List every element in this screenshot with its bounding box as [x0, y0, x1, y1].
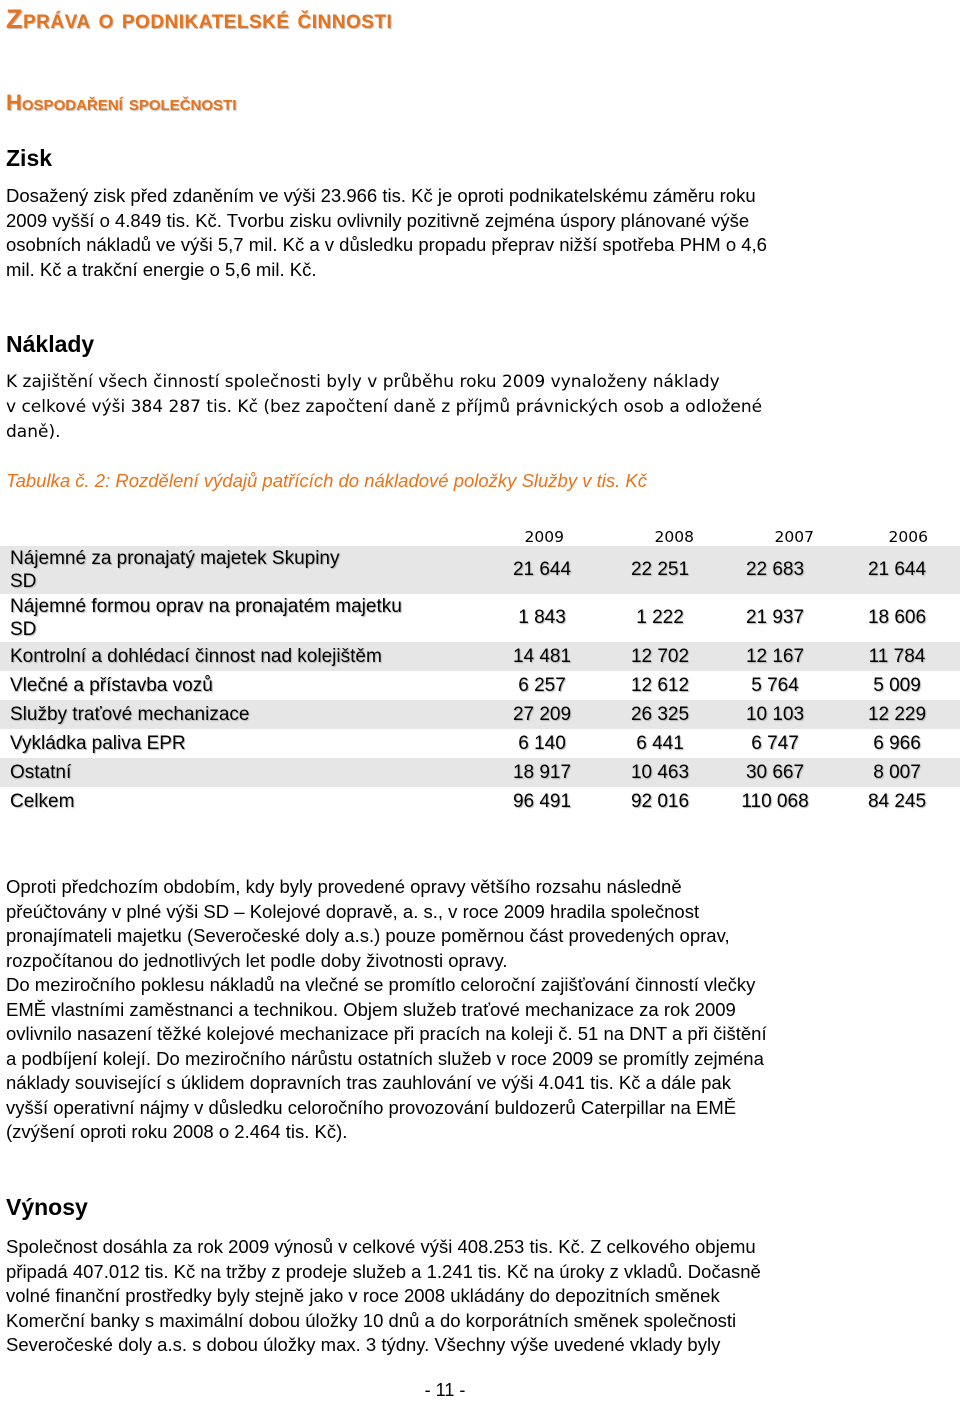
- row-label: Ostatní: [0, 758, 480, 787]
- table-cell: 1 222: [636, 607, 684, 628]
- table-cell: 92 016: [630, 790, 690, 812]
- table-cell: 10 463: [604, 758, 716, 787]
- text-line: volné finanční prostředky byly stejně jako v roce 2008 ukládány do depozitních směnek: [6, 1285, 720, 1306]
- text-line: přeúčtovány v plné výši SD – Kolejové dopravě, a. s., v roce 2009 hradila společnost: [6, 900, 700, 922]
- table-cell: 18 917: [480, 758, 604, 787]
- table-cell: 27 209: [480, 700, 604, 729]
- page-number: - 11 -: [424, 1380, 466, 1400]
- table-cell: 8 007: [834, 758, 960, 787]
- table-cell: 1 843: [518, 607, 566, 628]
- text-line: pronajímateli majetku (Severočeské doly a.s.) pouze poměrnou část provedených oprav,: [6, 925, 730, 946]
- column-header: [0, 520, 480, 546]
- naklady-paragraph: [6, 370, 762, 445]
- table-cell: 6 257: [518, 674, 566, 696]
- text-line: daně).: [6, 422, 61, 442]
- services-table: [0, 520, 960, 816]
- naklady-heading: Náklady: [6, 331, 95, 357]
- table-row: [0, 546, 960, 594]
- text-line: Do meziročního poklesu nákladů na vlečné se promítlo celoroční zajišťování činností vlečky: [6, 974, 756, 995]
- table-cell: 21 644: [480, 546, 604, 594]
- text-line: v celkové výši 384 287 tis. Kč (bez započtení daně z příjmů právnických osob a odložené: [6, 397, 763, 417]
- table-row-total: [0, 787, 960, 816]
- table-row: [0, 700, 960, 729]
- vynosy-heading: Výnosy: [6, 1194, 88, 1220]
- text-line: Komerční banky s maximální dobou úložky 10 dnů a do korporátních směnek společnosti: [6, 1309, 737, 1331]
- column-header: 2007: [774, 528, 814, 546]
- table-cell: 5 009: [873, 674, 921, 696]
- row-label: Služby traťové mechanizace: [0, 700, 480, 729]
- table-caption: Tabulka č. 2: Rozdělení výdajů patřících do nákladové položky Služby v tis. Kč: [6, 470, 647, 491]
- row-label: Nájemné za pronajatý majetek Skupiny SD: [0, 546, 480, 594]
- text-line: vyšší operativní nájmy v důsledku celoročního provozování buldozerů Caterpillar na EMĚ: [6, 1096, 737, 1118]
- column-header: 2008: [654, 528, 694, 546]
- table-cell: 18 606: [867, 607, 927, 628]
- table-cell: 21 937: [745, 607, 805, 628]
- table-cell: 12 229: [834, 700, 960, 729]
- text-line: EMĚ vlastními zaměstnanci a technikou. Objem služeb traťové mechanizace za rok 2009: [6, 998, 736, 1020]
- vynosy-paragraph: [6, 1235, 761, 1358]
- text-line: mil. Kč a trakční energie o 5,6 mil. Kč.: [6, 258, 317, 280]
- section-title: Hospodaření společnosti: [6, 90, 237, 115]
- text-line: Společnost dosáhla za rok 2009 výnosů v celkové výši 408.253 tis. Kč. Z celkového objemu: [6, 1236, 756, 1257]
- naklady-commentary: [6, 875, 767, 1145]
- table-row: [0, 642, 960, 671]
- text-line: rozpočítanou do jednotlivých let podle doby životnosti opravy.: [6, 949, 508, 971]
- table-cell: 11 784: [834, 642, 960, 671]
- table-cell: 22 683: [716, 546, 834, 594]
- row-label: Celkem: [10, 791, 75, 812]
- page-title: Zpráva o podnikatelské činnosti: [6, 4, 393, 34]
- table-cell: 110 068: [741, 790, 809, 812]
- row-label: Vykládka paliva EPR: [10, 733, 186, 754]
- table-cell: 96 491: [512, 790, 572, 812]
- table-row: [0, 594, 960, 642]
- table-row: [0, 671, 960, 700]
- table-cell: 26 325: [604, 700, 716, 729]
- zisk-paragraph: [6, 184, 767, 282]
- text-line: Severočeské doly a.s. s dobou úložky max. 3 týdny. Všechny výše uvedené vklady byly: [6, 1334, 721, 1355]
- table-cell: 30 667: [716, 758, 834, 787]
- row-label: Vlečné a přístavba vozů: [10, 675, 213, 696]
- table-cell: 6 441: [636, 732, 684, 754]
- text-line: K zajištění všech činností společnosti byly v průběhu roku 2009 vynaloženy náklady: [6, 372, 720, 392]
- table-cell: 12 702: [604, 642, 716, 671]
- table-cell: 12 167: [716, 642, 834, 671]
- table-cell: 14 481: [480, 642, 604, 671]
- row-label: Kontrolní a dohlédací činnost nad kolejištěm: [0, 642, 480, 671]
- table-cell: 10 103: [716, 700, 834, 729]
- text-line: osobních nákladů ve výši 5,7 mil. Kč a v důsledku propadu přeprav nižší spotřeba PHM o 4,6: [6, 234, 767, 255]
- column-header: 2009: [524, 528, 564, 546]
- zisk-heading: Zisk: [6, 145, 53, 171]
- table-cell: 5 764: [751, 674, 799, 696]
- row-label: Nájemné formou oprav na pronajatém majetku SD: [10, 596, 402, 640]
- table-cell: 22 251: [604, 546, 716, 594]
- table-cell: 6 140: [518, 732, 566, 754]
- text-line: a podbíjení kolejí. Do meziročního nárůstu ostatních služeb v roce 2009 se promítly zejména: [6, 1047, 764, 1069]
- text-line: ovlivnilo nasazení těžké kolejové mechanizace při pracích na koleji č. 51 na DNT a při čištění: [6, 1023, 767, 1044]
- table-row: [0, 729, 960, 758]
- table-cell: 12 612: [630, 674, 690, 696]
- text-line: Dosažený zisk před zdaněním ve výši 23.966 tis. Kč je oproti podnikatelskému záměru roku: [6, 185, 756, 206]
- table-cell: 6 966: [873, 732, 921, 754]
- text-line: náklady související s úklidem dopravních tras zauhlování ve výši 4.041 tis. Kč a dále pak: [6, 1072, 731, 1093]
- text-line: (zvýšení oproti roku 2008 o 2.464 tis. Kč).: [6, 1121, 348, 1142]
- table-cell: 84 245: [867, 790, 927, 812]
- column-header: 2006: [888, 528, 928, 546]
- table-row: [0, 758, 960, 787]
- table-cell: 21 644: [834, 546, 960, 594]
- text-line: 2009 vyšší o 4.849 tis. Kč. Tvorbu zisku ovlivnily pozitivně zejména úspory plánované výše: [6, 209, 750, 231]
- text-line: připadá 407.012 tis. Kč na tržby z prodeje služeb a 1.241 tis. Kč na úroky z vkladů. Dočasně: [6, 1260, 761, 1282]
- table-cell: 6 747: [751, 732, 799, 754]
- table-header-row: [0, 520, 960, 546]
- text-line: Oproti předchozím obdobím, kdy byly provedené opravy většího rozsahu následně: [6, 876, 682, 897]
